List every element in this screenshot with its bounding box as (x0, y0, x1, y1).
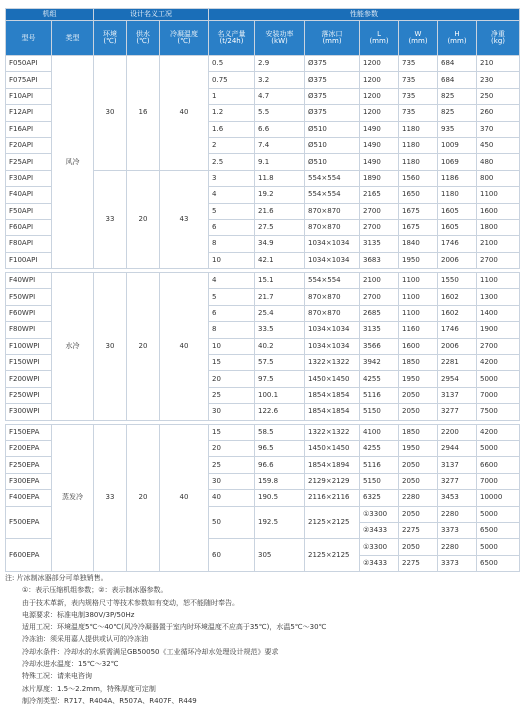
width-cell: 1950 (399, 252, 438, 268)
height-cell: 1602 (438, 305, 477, 321)
col-cond-temp: 冷凝温度 (℃) (160, 21, 209, 56)
length-cell: 3135 (360, 236, 399, 252)
capacity-cell: 5 (209, 289, 255, 305)
width-cell: 2050 (399, 539, 438, 555)
width-cell: 2275 (399, 555, 438, 571)
drop-cell: 1322×1322 (305, 355, 360, 371)
model-cell: F100WPI (6, 338, 52, 354)
model-cell: F300EPA (6, 473, 52, 489)
capacity-cell: 6 (209, 219, 255, 235)
weight-cell: 10000 (477, 490, 520, 506)
note-line: 制冷剂类型：R717、R404A、R507A、R407F、R449 (22, 696, 197, 705)
power-cell: 15.1 (255, 273, 305, 289)
capacity-cell: 10 (209, 338, 255, 354)
weight-cell: 2700 (477, 252, 520, 268)
drop-cell: 870×870 (305, 289, 360, 305)
type-cell: 水冷 (52, 273, 94, 421)
cond-temp-cell: 40 (160, 273, 209, 421)
capacity-cell: 2 (209, 137, 255, 153)
height-cell: 3137 (438, 457, 477, 473)
length-cell: 1890 (360, 170, 399, 186)
length-cell: 1490 (360, 154, 399, 170)
width-cell: 1850 (399, 424, 438, 440)
weight-cell: 1900 (477, 322, 520, 338)
col-width: W (mm) (399, 21, 438, 56)
weight-cell: 5000 (477, 440, 520, 456)
capacity-cell: 3 (209, 170, 255, 186)
model-cell: F60API (6, 219, 52, 235)
capacity-cell: 25 (209, 387, 255, 403)
width-cell: 1100 (399, 273, 438, 289)
power-cell: 57.5 (255, 355, 305, 371)
width-cell: 735 (399, 105, 438, 121)
table-row (6, 273, 520, 289)
height-cell: 1746 (438, 322, 477, 338)
width-cell: 1675 (399, 219, 438, 235)
env-temp-cell: 33 (94, 170, 127, 268)
model-cell: F80API (6, 236, 52, 252)
drop-cell: Ø510 (305, 137, 360, 153)
table-row (6, 56, 520, 72)
power-cell: 122.6 (255, 404, 305, 420)
width-cell: 2050 (399, 506, 438, 522)
width-cell: 1650 (399, 187, 438, 203)
length-cell: 5150 (360, 473, 399, 489)
note-line: 电源要求：标准电制380V/3P/50Hz (22, 610, 135, 619)
capacity-cell: 8 (209, 236, 255, 252)
col-power: 安装功率 (kW) (255, 21, 305, 56)
height-cell: 825 (438, 88, 477, 104)
capacity-cell: 50 (209, 506, 255, 539)
cond-temp-cell: 40 (160, 424, 209, 572)
power-cell: 190.5 (255, 490, 305, 506)
env-temp-cell: 33 (94, 424, 127, 572)
power-cell: 40.2 (255, 338, 305, 354)
model-cell: F80WPI (6, 322, 52, 338)
power-cell: 3.2 (255, 72, 305, 88)
weight-cell: 1100 (477, 273, 520, 289)
power-cell: 19.2 (255, 187, 305, 203)
width-cell: 1100 (399, 289, 438, 305)
model-cell: F50API (6, 203, 52, 219)
notes-section (5, 572, 519, 707)
model-cell: F300WPI (6, 404, 52, 420)
width-cell: 1950 (399, 440, 438, 456)
weight-cell: 210 (477, 56, 520, 72)
weight-cell: 5000 (477, 539, 520, 555)
drop-cell: 1450×1450 (305, 371, 360, 387)
capacity-cell: 20 (209, 371, 255, 387)
capacity-cell: 25 (209, 457, 255, 473)
length-cell: 1490 (360, 121, 399, 137)
drop-cell: 1034×1034 (305, 236, 360, 252)
height-cell: 2200 (438, 424, 477, 440)
env-temp-cell: 30 (94, 273, 127, 421)
water-temp-cell: 20 (127, 424, 160, 572)
weight-cell: 7000 (477, 473, 520, 489)
capacity-cell: 15 (209, 424, 255, 440)
table-row (6, 424, 520, 440)
power-cell: 192.5 (255, 506, 305, 539)
length-cell: 2100 (360, 273, 399, 289)
capacity-cell: 1 (209, 88, 255, 104)
weight-cell: 6600 (477, 457, 520, 473)
model-cell: F30API (6, 170, 52, 186)
drop-cell: 554×554 (305, 187, 360, 203)
power-cell: 34.9 (255, 236, 305, 252)
capacity-cell: 15 (209, 355, 255, 371)
width-cell: 1850 (399, 355, 438, 371)
drop-cell: 870×870 (305, 219, 360, 235)
weight-cell: 2100 (477, 236, 520, 252)
power-cell: 2.9 (255, 56, 305, 72)
capacity-cell: 40 (209, 490, 255, 506)
height-cell: 2006 (438, 252, 477, 268)
drop-cell: 554×554 (305, 273, 360, 289)
drop-cell: 1854×1854 (305, 404, 360, 420)
model-cell: F60WPI (6, 305, 52, 321)
drop-cell: 1322×1322 (305, 424, 360, 440)
note-line: 冷冻油：须采用嘉人提供或认可的冷冻油 (22, 635, 148, 644)
model-cell: F150EPA (6, 424, 52, 440)
height-cell: 3453 (438, 490, 477, 506)
capacity-cell: 4 (209, 273, 255, 289)
model-cell: F12API (6, 105, 52, 121)
weight-cell: 1600 (477, 203, 520, 219)
col-model: 型号 (6, 21, 52, 56)
length-cell: 1200 (360, 56, 399, 72)
model-cell: F075API (6, 72, 52, 88)
model-cell: F20API (6, 137, 52, 153)
width-cell: 1950 (399, 371, 438, 387)
width-cell: 2280 (399, 490, 438, 506)
header-design-conditions: 设计名义工况 (94, 9, 209, 21)
height-cell: 3373 (438, 555, 477, 571)
power-cell: 7.4 (255, 137, 305, 153)
model-cell: F40API (6, 187, 52, 203)
capacity-cell: 30 (209, 473, 255, 489)
model-cell: F10API (6, 88, 52, 104)
drop-cell: 2125×2125 (305, 506, 360, 539)
height-cell: 3137 (438, 387, 477, 403)
drop-cell: 2129×2129 (305, 473, 360, 489)
length-cell: 1490 (360, 137, 399, 153)
cond-temp-cell: 43 (160, 170, 209, 268)
width-cell: 1180 (399, 137, 438, 153)
length-cell: 3942 (360, 355, 399, 371)
drop-cell: 1450×1450 (305, 440, 360, 456)
capacity-cell: 20 (209, 440, 255, 456)
weight-cell: 1800 (477, 219, 520, 235)
header-group-row (6, 9, 520, 21)
capacity-cell: 5 (209, 203, 255, 219)
height-cell: 825 (438, 105, 477, 121)
height-cell: 3277 (438, 473, 477, 489)
drop-cell: Ø375 (305, 56, 360, 72)
weight-cell: 250 (477, 88, 520, 104)
width-cell: 1600 (399, 338, 438, 354)
power-cell: 27.5 (255, 219, 305, 235)
width-cell: 2275 (399, 522, 438, 538)
length-cell: 4255 (360, 440, 399, 456)
weight-cell: 4200 (477, 355, 520, 371)
header-column-row (6, 21, 520, 56)
length-cell: 1200 (360, 88, 399, 104)
water-temp-cell: 16 (127, 56, 160, 171)
power-cell: 6.6 (255, 121, 305, 137)
model-cell: F200WPI (6, 371, 52, 387)
width-cell: 1180 (399, 121, 438, 137)
power-cell: 4.7 (255, 88, 305, 104)
width-cell: 2050 (399, 387, 438, 403)
length-cell: 1200 (360, 105, 399, 121)
height-cell: 3373 (438, 522, 477, 538)
length-cell: 2700 (360, 289, 399, 305)
power-cell: 21.7 (255, 289, 305, 305)
note-line: 适用工况：环境温度5℃～40℃(风冷冷凝器置于室内时环境温度不应高于35℃)，水温5℃～30℃ (22, 623, 327, 632)
height-cell: 1602 (438, 289, 477, 305)
spec-table-container (5, 8, 519, 572)
width-cell: 1840 (399, 236, 438, 252)
width-cell: 735 (399, 88, 438, 104)
length-cell: ②3433 (360, 522, 399, 538)
length-cell: 4255 (360, 371, 399, 387)
col-drop: 落冰口 (mm) (305, 21, 360, 56)
capacity-cell: 60 (209, 539, 255, 572)
power-cell: 96.6 (255, 457, 305, 473)
capacity-cell: 0.5 (209, 56, 255, 72)
width-cell: 735 (399, 56, 438, 72)
col-type: 类型 (52, 21, 94, 56)
power-cell: 5.5 (255, 105, 305, 121)
capacity-cell: 1.6 (209, 121, 255, 137)
weight-cell: 5000 (477, 371, 520, 387)
weight-cell: 4200 (477, 424, 520, 440)
length-cell: 5116 (360, 387, 399, 403)
width-cell: 2050 (399, 473, 438, 489)
height-cell: 2944 (438, 440, 477, 456)
length-cell: 3135 (360, 322, 399, 338)
col-water-temp: 供水 (℃) (127, 21, 160, 56)
drop-cell: 554×554 (305, 170, 360, 186)
capacity-cell: 2.5 (209, 154, 255, 170)
header-performance: 性能参数 (209, 9, 520, 21)
drop-cell: 870×870 (305, 203, 360, 219)
height-cell: 2280 (438, 539, 477, 555)
weight-cell: 230 (477, 72, 520, 88)
length-cell: 3683 (360, 252, 399, 268)
weight-cell: 480 (477, 154, 520, 170)
weight-cell: 450 (477, 137, 520, 153)
model-cell: F100API (6, 252, 52, 268)
length-cell: ②3433 (360, 555, 399, 571)
length-cell: 1200 (360, 72, 399, 88)
model-cell: F600EPA (6, 539, 52, 572)
length-cell: 4100 (360, 424, 399, 440)
length-cell: 2165 (360, 187, 399, 203)
drop-cell: Ø375 (305, 88, 360, 104)
drop-cell: 1034×1034 (305, 322, 360, 338)
height-cell: 1746 (438, 236, 477, 252)
length-cell: 6325 (360, 490, 399, 506)
weight-cell: 7500 (477, 404, 520, 420)
length-cell: ①3300 (360, 539, 399, 555)
width-cell: 2050 (399, 457, 438, 473)
col-height: H (mm) (438, 21, 477, 56)
weight-cell: 5000 (477, 506, 520, 522)
col-length: L (mm) (360, 21, 399, 56)
model-cell: F40WPI (6, 273, 52, 289)
power-cell: 96.5 (255, 440, 305, 456)
note-line: 冰片厚度：1.5～2.2mm，特殊厚度可定制 (22, 684, 156, 693)
weight-cell: 2700 (477, 338, 520, 354)
note-line: ①：表示压缩机组参数；②：表示制冰器参数。 (22, 586, 168, 595)
power-cell: 21.6 (255, 203, 305, 219)
height-cell: 684 (438, 56, 477, 72)
height-cell: 2280 (438, 506, 477, 522)
water-temp-cell: 20 (127, 273, 160, 421)
width-cell: 735 (399, 72, 438, 88)
power-cell: 25.4 (255, 305, 305, 321)
capacity-cell: 8 (209, 322, 255, 338)
water-temp-cell: 20 (127, 170, 160, 268)
cond-temp-cell: 40 (160, 56, 209, 171)
height-cell: 1186 (438, 170, 477, 186)
drop-cell: 1854×1894 (305, 457, 360, 473)
weight-cell: 1400 (477, 305, 520, 321)
model-cell: F25API (6, 154, 52, 170)
type-cell: 风冷 (52, 56, 94, 269)
header-unit: 机组 (6, 9, 94, 21)
env-temp-cell: 30 (94, 56, 127, 171)
length-cell: 5150 (360, 404, 399, 420)
col-env-temp: 环境 (℃) (94, 21, 127, 56)
weight-cell: 7000 (477, 387, 520, 403)
length-cell: 2685 (360, 305, 399, 321)
drop-cell: Ø510 (305, 121, 360, 137)
height-cell: 1180 (438, 187, 477, 203)
weight-cell: 800 (477, 170, 520, 186)
height-cell: 2006 (438, 338, 477, 354)
col-capacity: 名义产量 (t/24h) (209, 21, 255, 56)
drop-cell: 2116×2116 (305, 490, 360, 506)
power-cell: 42.1 (255, 252, 305, 268)
width-cell: 1675 (399, 203, 438, 219)
model-cell: F050API (6, 56, 52, 72)
width-cell: 1560 (399, 170, 438, 186)
model-cell: F250EPA (6, 457, 52, 473)
drop-cell: 1034×1034 (305, 252, 360, 268)
length-cell: 3566 (360, 338, 399, 354)
note-line: 冷却水条件：冷却水的水质需满足GB50050《工业循环冷却水处理设计规范》要求 (22, 647, 279, 656)
power-cell: 159.8 (255, 473, 305, 489)
length-cell: 2700 (360, 219, 399, 235)
model-cell: F200EPA (6, 440, 52, 456)
capacity-cell: 30 (209, 404, 255, 420)
note-line: 由于技术革新，表内规格尺寸等技术参数如有变动，恕不能随时奉告。 (22, 598, 239, 607)
weight-cell: 6500 (477, 555, 520, 571)
weight-cell: 1300 (477, 289, 520, 305)
capacity-cell: 10 (209, 252, 255, 268)
model-cell: F16API (6, 121, 52, 137)
drop-cell: 870×870 (305, 305, 360, 321)
spec-table (5, 8, 520, 572)
model-cell: F500EPA (6, 506, 52, 539)
height-cell: 1605 (438, 219, 477, 235)
drop-cell: 2125×2125 (305, 539, 360, 572)
power-cell: 305 (255, 539, 305, 572)
height-cell: 684 (438, 72, 477, 88)
note-line: 注: 片冰制冰器部分可单独销售。 (5, 574, 108, 582)
capacity-cell: 4 (209, 187, 255, 203)
drop-cell: Ø375 (305, 72, 360, 88)
spec-table-body (6, 56, 520, 572)
length-cell: 2700 (360, 203, 399, 219)
note-line: 冷却水进水温度：15℃～32℃ (22, 660, 119, 669)
drop-cell: 1034×1034 (305, 338, 360, 354)
height-cell: 1069 (438, 154, 477, 170)
width-cell: 2050 (399, 404, 438, 420)
model-cell: F150WPI (6, 355, 52, 371)
model-cell: F50WPI (6, 289, 52, 305)
power-cell: 11.8 (255, 170, 305, 186)
drop-cell: Ø510 (305, 154, 360, 170)
power-cell: 9.1 (255, 154, 305, 170)
height-cell: 1550 (438, 273, 477, 289)
capacity-cell: 1.2 (209, 105, 255, 121)
length-cell: 5116 (360, 457, 399, 473)
height-cell: 2954 (438, 371, 477, 387)
width-cell: 1160 (399, 322, 438, 338)
height-cell: 1009 (438, 137, 477, 153)
model-cell: F250WPI (6, 387, 52, 403)
height-cell: 1605 (438, 203, 477, 219)
width-cell: 1180 (399, 154, 438, 170)
weight-cell: 260 (477, 105, 520, 121)
weight-cell: 6500 (477, 522, 520, 538)
note-line: 特殊工况：请来电咨询 (22, 672, 92, 681)
drop-cell: Ø375 (305, 105, 360, 121)
power-cell: 100.1 (255, 387, 305, 403)
height-cell: 2281 (438, 355, 477, 371)
height-cell: 3277 (438, 404, 477, 420)
weight-cell: 1100 (477, 187, 520, 203)
model-cell: F400EPA (6, 490, 52, 506)
capacity-cell: 6 (209, 305, 255, 321)
power-cell: 33.5 (255, 322, 305, 338)
height-cell: 935 (438, 121, 477, 137)
type-cell: 蒸发冷 (52, 424, 94, 572)
capacity-cell: 0.75 (209, 72, 255, 88)
col-weight: 净重 (kg) (477, 21, 520, 56)
weight-cell: 370 (477, 121, 520, 137)
length-cell: ①3300 (360, 506, 399, 522)
power-cell: 97.5 (255, 371, 305, 387)
power-cell: 58.5 (255, 424, 305, 440)
drop-cell: 1854×1854 (305, 387, 360, 403)
width-cell: 1100 (399, 305, 438, 321)
